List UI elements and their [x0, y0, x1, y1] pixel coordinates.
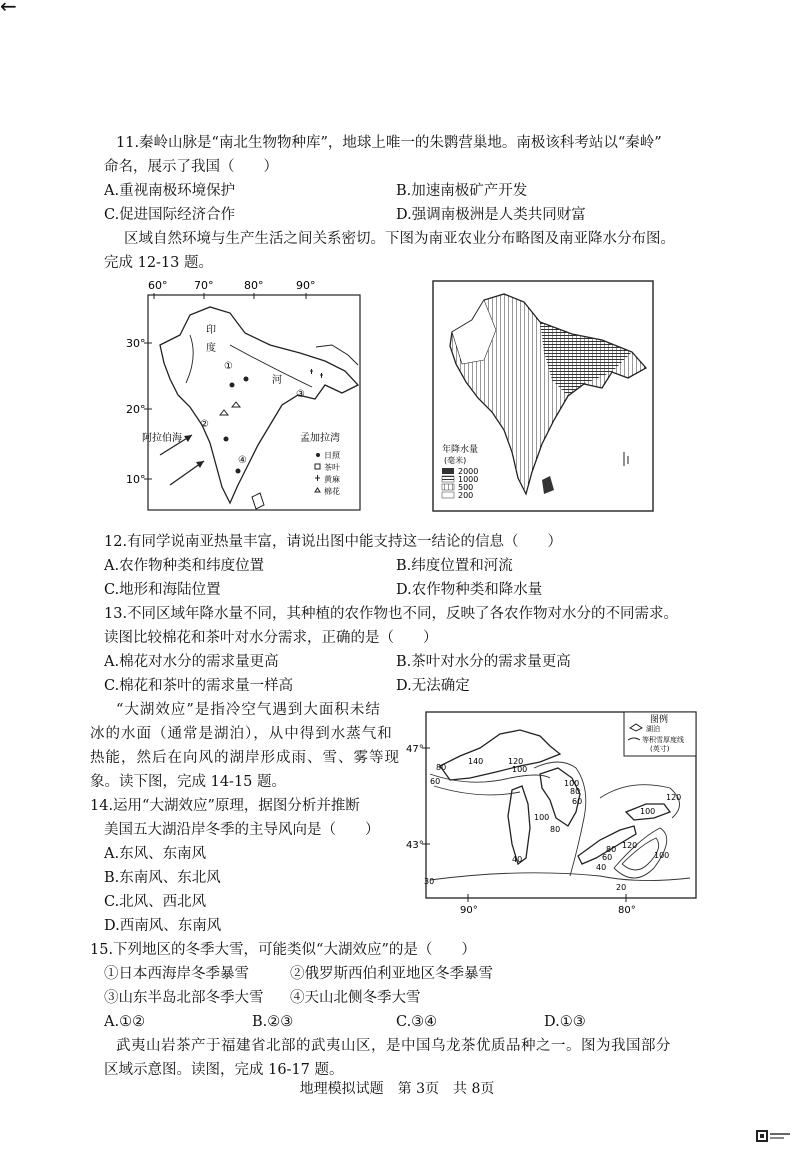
- legend-value: 2000: [458, 467, 479, 476]
- lon-label: 60°: [148, 279, 168, 292]
- legend-unit: (毫米): [444, 456, 467, 465]
- contour-label: 80: [570, 787, 581, 796]
- lon-label: 90°: [460, 905, 478, 916]
- legend-title: 图例: [650, 715, 669, 725]
- contour-label: 100: [564, 779, 580, 788]
- q14-line1: 14.运用“大湖效应”原理，据图分析并推断: [90, 798, 360, 814]
- legend-value: 500: [458, 483, 474, 492]
- q11-option-d[interactable]: D.强调南极洲是人类共同财富: [396, 207, 586, 223]
- lon-label: 80°: [618, 905, 636, 916]
- legend-item: 等积雪厚度线: [642, 736, 684, 744]
- legend-item: 湖泊: [646, 725, 660, 733]
- q13-option-a[interactable]: A.棉花对水分的需求量更高: [104, 654, 279, 670]
- q15-stem: 15.下列地区的冬季大雪，可能类似“大湖效应”的是（ ）: [90, 942, 476, 958]
- south-asia-precipitation-map: [432, 280, 654, 512]
- legend-value: 200: [458, 491, 474, 500]
- legend-item: 日照: [324, 451, 340, 460]
- place-label: 印: [206, 325, 216, 336]
- q12-option-b[interactable]: B.纬度位置和河流: [396, 558, 513, 574]
- q13-line1: 13.不同区域年降水量不同，其种植的农作物也不同，反映了各农作物对水分的不同需求。: [104, 606, 679, 622]
- intro-12-13-line1: 区域自然环境与生产生活之间关系密切。下图为南亚农业分布略图及南亚降水分布图。: [124, 231, 675, 247]
- intro-14-15-line3: 热能，然后在向风的湖岸形成雨、雪、雾等现: [90, 750, 400, 766]
- legend-unit: (英寸): [650, 745, 670, 753]
- q14-line2: 美国五大湖沿岸冬季的主导风向是（ ）: [104, 822, 380, 838]
- contour-label: 60: [572, 797, 583, 806]
- q14-option-c[interactable]: C.北风、西北风: [104, 894, 207, 910]
- place-label: 阿拉伯海: [142, 433, 182, 444]
- intro-12-13-line2: 完成 12-13 题。: [104, 255, 214, 271]
- q11-line2: 命名，展示了我国（ ）: [104, 159, 278, 175]
- lat-label: 30°: [126, 337, 146, 350]
- contour-label: 100: [512, 765, 528, 774]
- contour-label: 120: [666, 793, 682, 802]
- contour-label: 140: [468, 757, 484, 766]
- q13-option-d[interactable]: D.无法确定: [396, 678, 470, 694]
- contour-label: 120: [508, 757, 524, 766]
- q11-option-c[interactable]: C.促进国际经济合作: [104, 207, 236, 223]
- q12-stem: 12.有同学说南亚热量丰富，请说出图中能支持这一结论的信息（ ）: [104, 534, 563, 550]
- qr-code-icon: [756, 1130, 792, 1142]
- contour-label: 40: [512, 855, 523, 864]
- q14-option-a[interactable]: A.东风、东南风: [104, 846, 207, 862]
- contour-label: 80: [550, 825, 561, 834]
- intro-14-15-line4: 象。读下图，完成 14-15 题。: [90, 774, 287, 790]
- q11-line1: 11.秦岭山脉是“南北生物物种库”，地球上唯一的朱鹮营巢地。南极该科考站以“秦岭”: [116, 135, 662, 151]
- q15-option-c[interactable]: C.③④: [396, 1014, 438, 1030]
- q11-option-a[interactable]: A.重视南极环境保护: [104, 183, 236, 199]
- great-lakes-snow-map: [400, 708, 700, 916]
- lon-label: 90°: [296, 279, 316, 292]
- intro-14-15-line1: “大湖效应”是指冷空气遇到大面积未结: [116, 702, 381, 718]
- q15-option-a[interactable]: A.①②: [104, 1014, 146, 1030]
- intro-16-17-line1: 武夷山岩茶产于福建省北部的武夷山区，是中国乌龙茶优质品种之一。图为我国部分: [116, 1038, 671, 1054]
- q12-option-c[interactable]: C.地形和海陆位置: [104, 582, 221, 598]
- q15-option-d[interactable]: D.①③: [544, 1014, 586, 1030]
- q12-option-a[interactable]: A.农作物种类和纬度位置: [104, 558, 265, 574]
- q13-line2: 读图比较棉花和茶叶对水分需求，正确的是（ ）: [104, 630, 438, 646]
- contour-label: 100: [654, 851, 670, 860]
- contour-label: 100: [534, 813, 550, 822]
- contour-label: 80: [606, 845, 617, 854]
- contour-label: 40: [596, 863, 607, 872]
- q11-option-b[interactable]: B.加速南极矿产开发: [396, 183, 528, 199]
- contour-label: 100: [640, 807, 656, 816]
- lat-label: 43°: [406, 840, 424, 851]
- contour-label: 20: [616, 883, 627, 892]
- contour-label: 60: [430, 777, 441, 786]
- q15-option-b[interactable]: B.②③: [252, 1014, 294, 1030]
- q15-item-2: ②俄罗斯西伯利亚地区冬季暴雪: [290, 966, 493, 982]
- intro-16-17-line2: 区域示意图。读图，完成 16-17 题。: [104, 1062, 344, 1078]
- marker-2: ②: [200, 419, 209, 430]
- legend-item: 棉花: [324, 487, 340, 496]
- marker-4: ④: [238, 455, 247, 466]
- marker-1: ①: [224, 361, 233, 372]
- marker-3: ③: [296, 389, 305, 400]
- q15-item-3: ③山东半岛北部冬季大雪: [104, 990, 264, 1006]
- contour-label: 30: [424, 877, 435, 886]
- place-label: 度: [206, 343, 216, 354]
- legend-value: 1000: [458, 475, 479, 484]
- q13-option-c[interactable]: C.棉花和茶叶的需求量一样高: [104, 678, 294, 694]
- place-label: 孟加拉湾: [300, 433, 340, 444]
- q14-option-b[interactable]: B.东南风、东北风: [104, 870, 221, 886]
- q12-option-d[interactable]: D.农作物种类和降水量: [396, 582, 543, 598]
- lat-label: 10°: [126, 473, 146, 486]
- south-asia-agriculture-map: [120, 275, 370, 525]
- corner-mark: ←: [0, 0, 17, 18]
- q15-item-1: ①日本西海岸冬季暴雪: [104, 966, 249, 982]
- page-footer: 地理模拟试题 第 3页 共 8页: [299, 1081, 495, 1097]
- q14-option-d[interactable]: D.西南风、东南风: [104, 918, 222, 934]
- q13-option-b[interactable]: B.茶叶对水分的需求量更高: [396, 654, 571, 670]
- q15-item-4: ④天山北侧冬季大雪: [290, 990, 421, 1006]
- place-label: 河: [272, 375, 282, 386]
- legend-title: 年降水量: [442, 445, 479, 455]
- lon-label: 80°: [244, 279, 264, 292]
- lat-label: 20°: [126, 403, 146, 416]
- legend-item: 黄麻: [324, 475, 340, 484]
- contour-label: 60: [602, 853, 613, 862]
- legend-item: 茶叶: [324, 463, 340, 472]
- lon-label: 70°: [194, 279, 214, 292]
- contour-label: 80: [436, 763, 447, 772]
- lat-label: 47°: [406, 744, 424, 755]
- intro-14-15-line2: 冰的水面（通常是湖泊），从中得到水蒸气和: [90, 726, 393, 742]
- contour-label: 120: [622, 841, 638, 850]
